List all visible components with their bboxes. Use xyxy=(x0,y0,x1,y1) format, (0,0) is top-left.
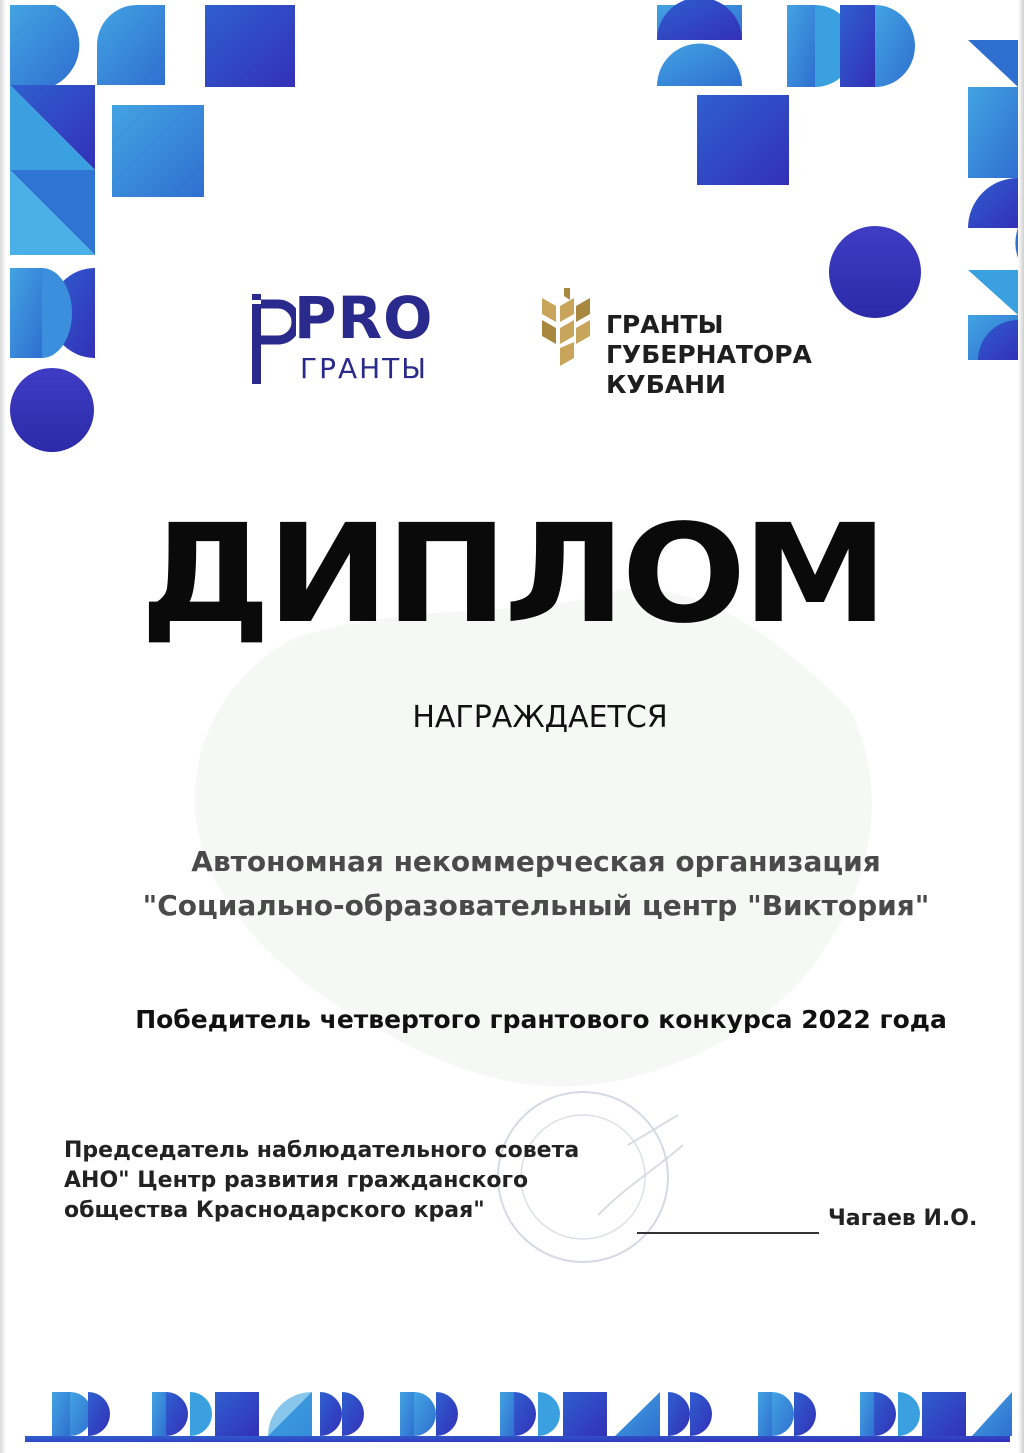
recipient-organization xyxy=(0,840,1024,928)
awarded-label: НАГРАЖДАЕТСЯ xyxy=(412,700,668,735)
pro-mark-icon xyxy=(248,290,296,390)
diploma-title: ДИПЛОМ xyxy=(140,496,884,654)
kuban-logo-line2: ГУБЕРНАТОРА xyxy=(606,340,812,369)
wheat-icon xyxy=(540,286,600,371)
granty-gubernatora-logo xyxy=(540,282,840,412)
signer-line-1: Председатель наблюдательного совета xyxy=(64,1138,580,1163)
kuban-logo-line1: ГРАНТЫ xyxy=(606,310,724,339)
kuban-logo-line3: КУБАНИ xyxy=(606,370,726,399)
signer-title xyxy=(64,1136,624,1226)
org-line-2: "Социально-образовательный центр "Виктория" xyxy=(142,889,930,922)
pro-granty-logo xyxy=(248,284,448,400)
signer-line-2: АНО" Центр развития гражданского xyxy=(64,1168,529,1193)
signature-line xyxy=(637,1232,819,1234)
granty-word: ГРАНТЫ xyxy=(300,352,428,385)
signer-line-3: общества Краснодарского края" xyxy=(64,1198,485,1223)
signer-name: Чагаев И.О. xyxy=(828,1206,978,1231)
winner-statement: Победитель четвертого грантового конкурса 2022 года xyxy=(135,1005,947,1034)
org-line-1: Автономная некоммерческая организация xyxy=(191,845,881,878)
bottom-ornament-strip xyxy=(25,1392,1012,1442)
pro-word: PRO xyxy=(294,284,434,352)
